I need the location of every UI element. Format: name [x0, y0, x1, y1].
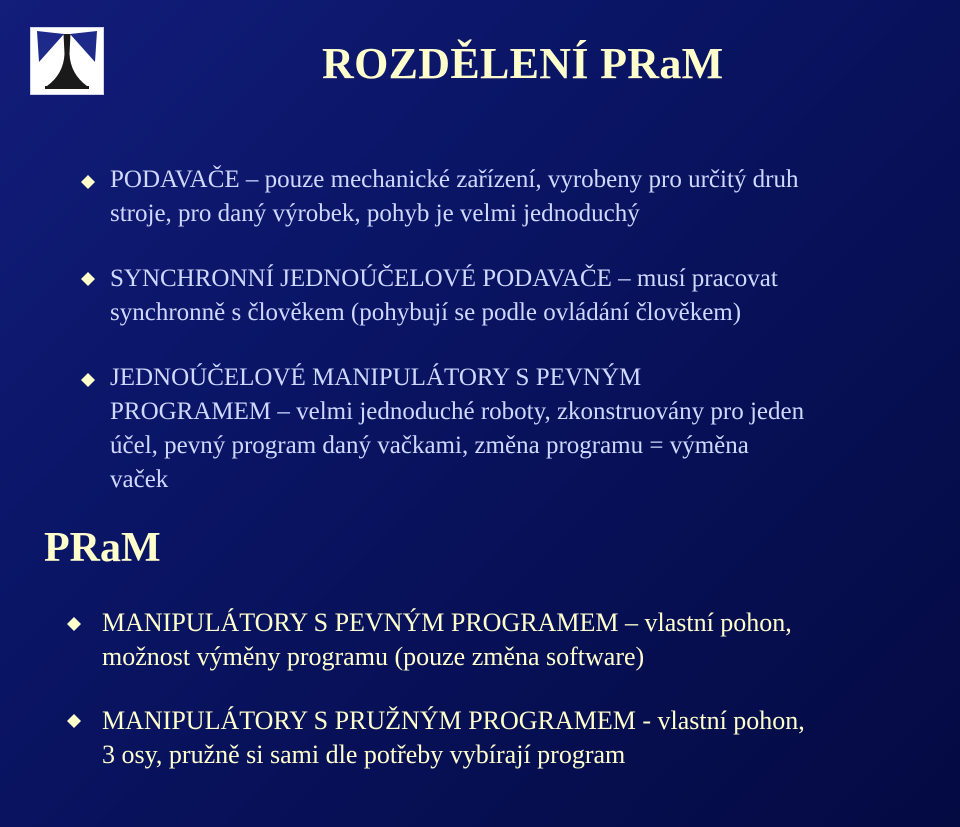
diamond-bullet-icon [81, 373, 95, 387]
list-item: SYNCHRONNÍ JEDNOÚČELOVÉ PODAVAČE – musí pracovat synchronně s člověkem (pohybují se podle ovládání člověkem) [110, 265, 778, 326]
section-heading: PRaM [44, 525, 161, 571]
list-item: PODAVAČE – pouze mechanické zařízení, vyrobeny pro určitý druh stroje, pro daný výrobek, pohyb je velmi jednoduchý [110, 166, 799, 227]
list-item: MANIPULÁTORY S PEVNÝM PROGRAMEM – vlastní pohon, možnost výměny programu (pouze změna software) [102, 608, 792, 671]
diamond-bullet-icon [81, 175, 95, 189]
diamond-bullet-icon [81, 272, 95, 286]
slide-title: ROZDĚLENÍ PRaM [322, 39, 724, 88]
diamond-bullet-icon [67, 714, 81, 728]
list-item: MANIPULÁTORY S PRUŽNÝM PROGRAMEM - vlastní pohon, 3 osy, pružně si sami dle potřeby vybírají program [102, 706, 805, 769]
diamond-bullet-icon [67, 617, 81, 631]
university-logo-icon [30, 27, 104, 95]
list-item: JEDNOÚČELOVÉ MANIPULÁTORY S PEVNÝM PROGRAMEM – velmi jednoduché roboty, zkonstruovány pro jeden účel, pevný program daný vačkami, změna programu = výměna vaček [110, 364, 805, 493]
